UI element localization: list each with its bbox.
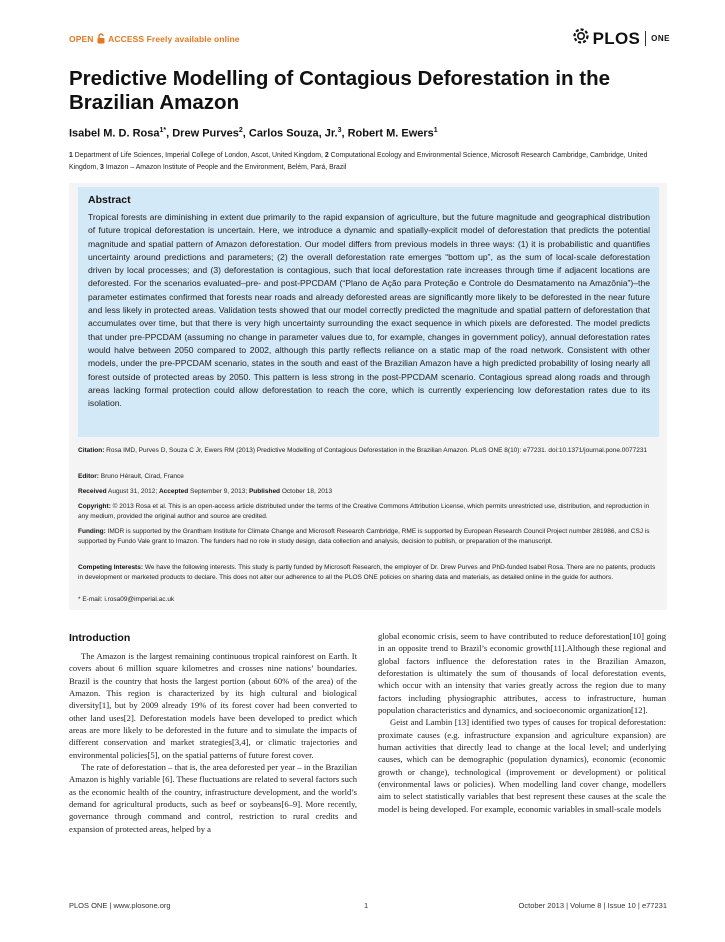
introduction-heading: Introduction <box>69 632 131 644</box>
body-paragraph: Geist and Lambin [13] identified two types of causes for tropical deforestation: proximate causes (e.g. infrastructure expansion and agriculture expansion) are human activities that directly lead to change at the local level; and underlying causes, which can be demographic (population dynamics), economic (economic growth or change), technological (improvement or development) or political (environmental laws or policies). When modelling land cover change, modellers aim to select statistically variables that best represent these causes at the scale the model is being developed. For example, economic variables in small-scale models <box>378 717 666 814</box>
competing-interests-label: Competing Interests: <box>78 564 144 571</box>
citation-text: Rosa IMD, Purves D, Souza C Jr, Ewers RM (2013) Predictive Modelling of Contagious Deforestation in the Brazilian Amazon. PLoS ONE 8(10): e77231. doi:10.1371/journal.pone.0077231 <box>106 447 648 454</box>
plos-wordmark: PLOS <box>592 28 641 48</box>
affiliation-number: 1 <box>69 152 73 159</box>
citation-block <box>78 446 660 456</box>
funding-block <box>78 527 660 548</box>
affiliation-text: Computational Ecology and Environmental Science, Microsoft Research Cambridge, Cambridge, United Kingdom, <box>69 152 648 171</box>
received-label: Received <box>78 488 107 495</box>
author-name: Drew Purves <box>172 127 239 140</box>
affiliations <box>69 150 667 174</box>
author-name: Carlos Souza, Jr. <box>248 127 338 140</box>
received-date: August 31, 2012; <box>108 488 158 495</box>
paper-title: Predictive Modelling of Contagious Deforestation in the Brazilian Amazon <box>69 67 611 114</box>
footer-issue: October 2013 | Volume 8 | Issue 10 | e77231 <box>518 901 667 910</box>
dates-block <box>78 487 660 497</box>
author-affiliation-mark: 1 <box>433 127 438 134</box>
funding-label: Funding: <box>78 528 106 535</box>
abstract-text: Tropical forests are diminishing in extent due primarily to the rapid expansion of agriculture, but the future magnitude and geographical distribution of future tropical deforestation is uncertain. Here, we introduce a dynamic and spatially-explicit model of deforestation that predicts the potential magnitude and spatial pattern of Amazon deforestation. Our model differs from previous models in three ways: (1) it is probabilistic and quantifies uncertainty around predictions and parameters; (2) the overall deforestation rate emerges “bottom up”, as the sum of local-scale deforestation driven by local processes; and (3) deforestation is contagious, such that local deforestation rate increases through time if adjacent locations are deforested. For the scenarios evaluated–pre- and post-PPCDAM (“Plano de Ação para Proteção e Controle do Desmatamento na Amazônia”)–the parameter estimates confirmed that forests near roads and already deforested areas are significantly more likely to be deforested in the near future and less likely in protected areas. Validation tests showed that our model correctly predicted the magnitude and spatial pattern of deforestation that accumulates over time, but that there is very high uncertainty surrounding the exact sequence in which pixels are deforested. The model predicts that under pre-PPCDAM (assuming no change in parameter values due to, for example, changes in government policy), annual deforestation rates would halve between 2050 compared to 2002, although this partly reflects reliance on a static map of the road network. Consistent with other models, under the pre-PPCDAM scenario, states in the south and east of the Brazilian Amazon have a high predicted probability of losing nearly all forest outside of protected areas by 2050. This pattern is less strong in the post-PPCDAM scenario. Contagious spread along roads and through areas lacking formal protection could allow deforestation to reach the core, which is currently experiencing low deforestation rates due to its isolation. <box>88 212 650 409</box>
email-line: * E-mail: i.rosa09@imperial.ac.uk <box>78 596 175 603</box>
author-list: Isabel M. D. Rosa$^{1*}$, Drew Purves$^2$, Carlos Souza, Jr.$^3$, Robert M. Ewers$^1$ <box>69 127 438 140</box>
right-column <box>378 630 666 815</box>
author-name: Isabel M. D. Rosa <box>69 127 160 140</box>
logo-divider <box>645 31 646 46</box>
competing-interests-block <box>78 563 660 584</box>
author-affiliation-mark: 2 <box>238 127 243 134</box>
funding-text: IMDR is supported by the Grantham Institute for Climate Change and Microsoft Research Cambridge, RME is supported by European Research Council Project number 281986, and CSJ is supported by Fundo Vale grant to Imazon. The funders had no role in study design, data collection and analysis, decision to publish, or preparation of the manuscript. <box>78 528 650 546</box>
left-column <box>69 650 357 835</box>
published-label: Published <box>248 488 281 495</box>
affiliation-text: Department of Life Sciences, Imperial College of London, Ascot, United Kingdom, <box>74 152 323 159</box>
copyright-text: © 2013 Rosa et al. This is an open-access article distributed under the terms of the Creative Commons Attribution License, which permits unrestricted use, distribution, and reproduction in any medium, provided the original author and source are credited. <box>78 503 650 521</box>
plos-gear-icon <box>572 27 590 50</box>
accepted-label: Accepted <box>158 488 189 495</box>
abstract-heading: Abstract <box>88 194 131 206</box>
open-label: OPEN <box>69 34 94 44</box>
open-access-lock-icon <box>97 33 105 46</box>
author-affiliation-mark: 1* <box>159 127 167 134</box>
freely-available-label: Freely available online <box>146 34 240 44</box>
editor-block <box>78 472 660 482</box>
competing-interests-text: We have the following interests. This study is partly funded by Microsoft Research, the employer of Dr. Drew Purves and PhD-funded Isabel Rosa. There are no patents, products in development or marketed products to declare. This does not alter our adherence to all the PLOS ONE policies on sharing data and materials, as detailed online in the guide for authors. <box>78 564 656 582</box>
body-paragraph: global economic crisis, seem to have contributed to reduce deforestation[10] going in an opposite trend to Brazil’s economic growth[11].Although these regional and global factors influence the deforestation rates in the Brazilian Amazon, deforestation is ultimately the sum of thousands of local deforestation events, which occur with an intensity that varies greatly across the region due to many factors including physiographic attributes, access to infrastructure, human population characteristics and dynamics, and socioeconomic organization[12]. <box>378 631 666 716</box>
affiliation-text: Imazon – Amazon Institute of People and the Environment, Belém, Pará, Brazil <box>105 164 347 171</box>
plos-one-logo <box>572 27 670 50</box>
access-label: ACCESS <box>108 34 145 44</box>
one-wordmark: ONE <box>651 34 670 43</box>
page-number: 1 <box>364 901 369 910</box>
editor-text: Bruno Hérault, Cirad, France <box>100 473 184 480</box>
author-name: Robert M. Ewers <box>347 127 434 140</box>
accepted-date: September 9, 2013; <box>190 488 248 495</box>
published-date: October 18, 2013 <box>281 488 333 495</box>
affiliation-number: 3 <box>100 164 104 171</box>
editor-label: Editor: <box>78 473 99 480</box>
copyright-label: Copyright: <box>78 503 111 510</box>
author-affiliation-mark: 3 <box>337 127 342 134</box>
citation-label: Citation: <box>78 447 105 454</box>
footer-journal: PLOS ONE | www.plosone.org <box>69 901 171 910</box>
open-access-badge <box>69 33 240 46</box>
affiliation-number: 2 <box>324 152 329 159</box>
copyright-block <box>78 502 660 523</box>
body-paragraph: The Amazon is the largest remaining continuous tropical rainforest on Earth. It covers about 6 million square kilometres and crosses nine nations’ boundaries. Brazil is the country that hosts the largest portion (about 60% of the area) of the Amazon. This region is characterized by its high cultural and biological diversity[1], but by 2009 already 19% of its forest cover had been converted to other land uses[2]. Deforestation models have been developed to predict which areas are more likely to be deforested in the future and to simulate the impacts of different conservation and market strategies[3,4], or climatic trajectories and environmental policies[5], on the spatial patterns of future forest cover. <box>69 651 357 760</box>
body-paragraph: The rate of deforestation – that is, the area deforested per year – in the Brazilian Amazon is highly variable [6]. These fluctuations are related to several factors such as the economic health of the country, infrastructure development, and the world’s demand for agricultural products, such as beef or soybeans[6–9]. More recently, governance through command and control, restriction to rural credits and expansion of protected areas, helped by a <box>69 762 357 834</box>
